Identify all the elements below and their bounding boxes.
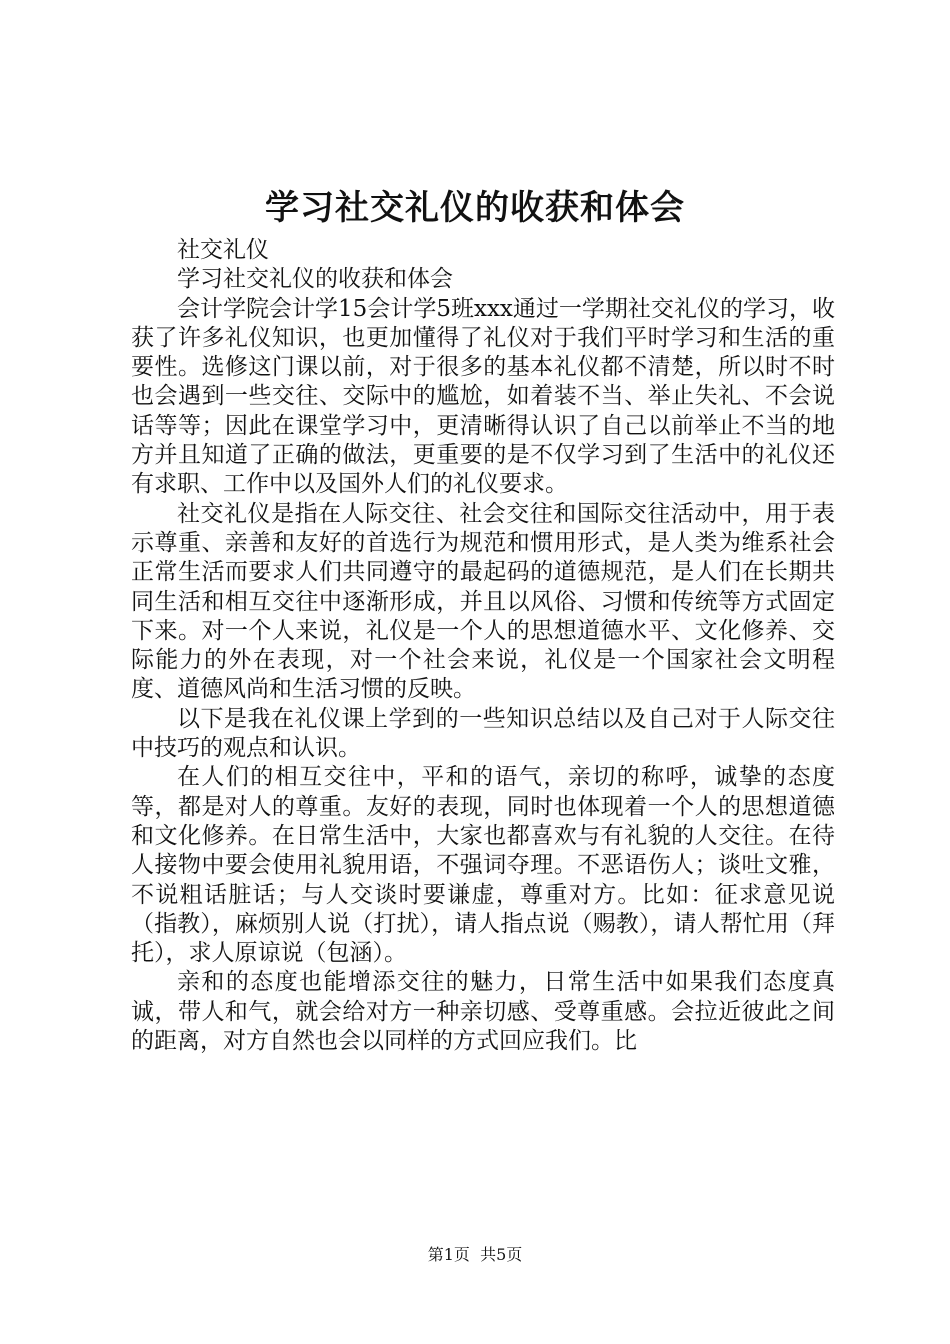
paragraph: 以下是我在礼仪课上学到的一些知识总结以及自己对于人际交往中技巧的观点和认识。 xyxy=(131,705,835,762)
document-title: 学习社交礼仪的收获和体会 xyxy=(265,188,685,228)
document-body xyxy=(131,236,835,1056)
paragraph: 会计学院会计学15会计学5班xxx通过一学期社交礼仪的学习，收获了许多礼仪知识，也更加懂得了礼仪对于我们平时学习和生活的重要性。选修这门课以前，对于很多的基本礼仪都不清楚，所以时不时也会遇到一些交往、交际中的尴尬，如着装不当、举止失礼、不会说话等等；因此在课堂学习中，更清晰得认识了自己以前举止不当的地方并且知道了正确的做法，更重要的是不仅学习到了生活中的礼仪还有求职、工作中以及国外人们的礼仪要求。 xyxy=(131,295,835,498)
page-number: 第1页 xyxy=(427,1245,470,1264)
page-total: 共5页 xyxy=(480,1245,523,1264)
paragraph: 亲和的态度也能增添交往的魅力，日常生活中如果我们态度真诚，带人和气，就会给对方一种亲切感、受尊重感。会拉近彼此之间的距离，对方自然也会以同样的方式回应我们。比 xyxy=(131,969,835,1055)
paragraph: 在人们的相互交往中，平和的语气，亲切的称呼，诚挚的态度等，都是对人的尊重。友好的表现，同时也体现着一个人的思想道德和文化修养。在日常生活中，大家也都喜欢与有礼貌的人交往。在待人接物中要会使用礼貌用语，不强词夺理。不恶语伤人；谈吐文雅，不说粗话脏话；与人交谈时要谦虚，尊重对方。比如：征求意见说（指教），麻烦别人说（打扰），请人指点说（赐教），请人帮忙用（拜托），求人原谅说（包涵）。 xyxy=(131,764,835,967)
paragraph-category: 社交礼仪 xyxy=(177,237,269,263)
paragraph: 社交礼仪是指在人际交往、社会交往和国际交往活动中，用于表示尊重、亲善和友好的首选行为规范和惯用形式，是人类为维系社会正常生活而要求人们共同遵守的最起码的道德规范，是人们在长期共同生活和相互交往中逐渐形成，并且以风俗、习惯和传统等方式固定下来。对一个人来说，礼仪是一个人的思想道德水平、文化修养、交际能力的外在表现，对一个社会来说，礼仪是一个国家社会文明程度、道德风尚和生活习惯的反映。 xyxy=(131,500,835,703)
page-footer xyxy=(0,1243,950,1267)
footer-separator xyxy=(470,1245,480,1264)
paragraph-subtitle: 学习社交礼仪的收获和体会 xyxy=(177,266,453,293)
